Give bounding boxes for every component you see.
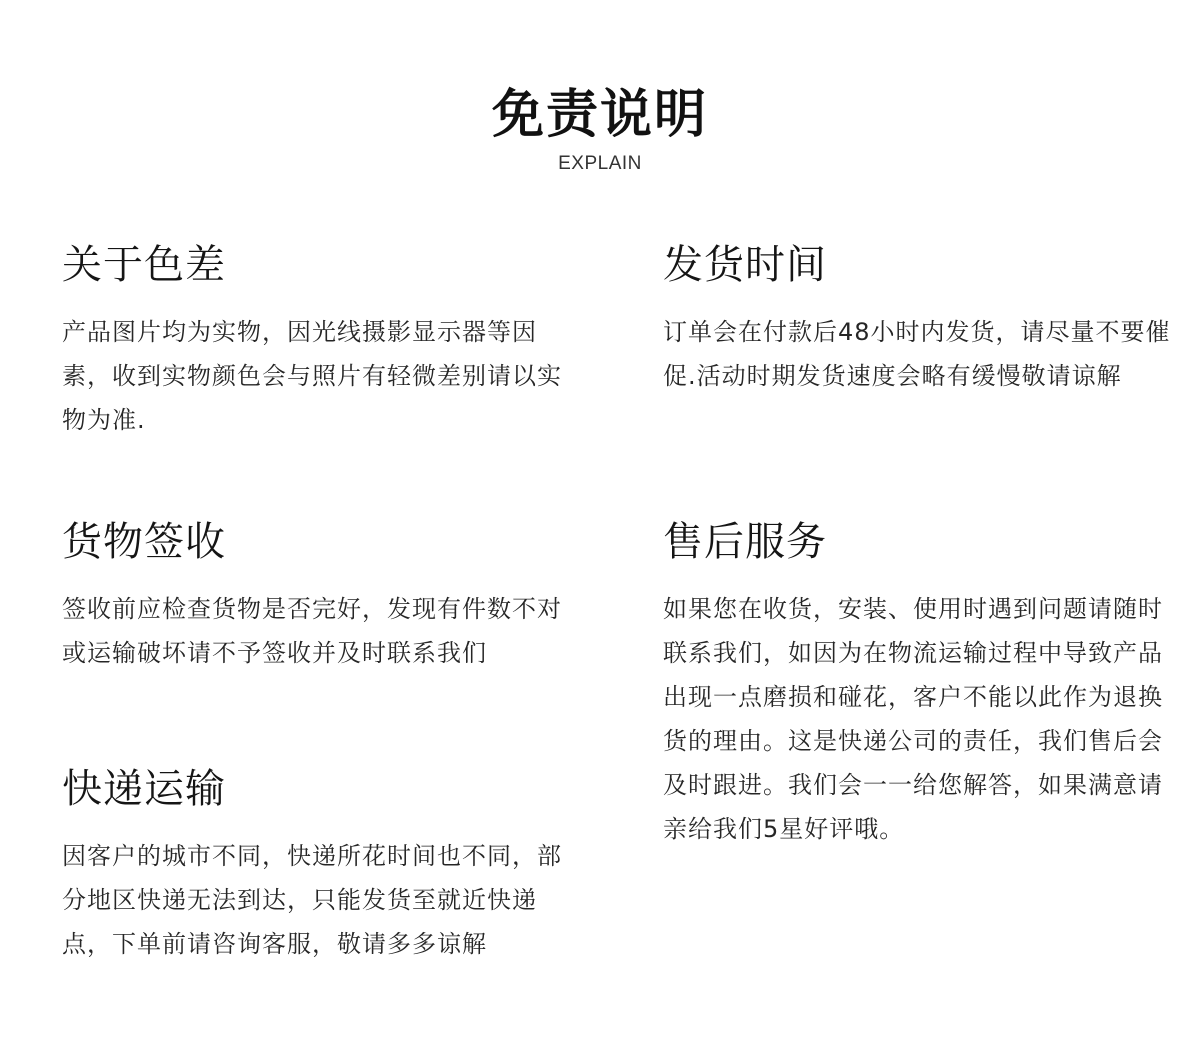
section-title-color-difference: 关于色差 — [62, 242, 226, 288]
section-body-express-delivery: 因客户的城市不同，快递所花时间也不同，部分地区快递无法到达，只能发货至就近快递点，下单前请咨询客服，敬请多多谅解 — [62, 842, 562, 958]
section-title-express-delivery: 快递运输 — [62, 766, 226, 812]
page-title: 免责说明 — [491, 85, 708, 145]
section-color-difference — [62, 240, 562, 442]
section-body-color-difference: 产品图片均为实物，因光线摄影显示器等因素，收到实物颜色会与照片有轻微差别请以实物为准. — [62, 318, 562, 434]
section-shipping-time — [663, 240, 1173, 398]
page-subtitle: EXPLAIN — [558, 153, 642, 174]
section-title-shipping-time: 发货时间 — [663, 242, 827, 288]
section-title-after-sales: 售后服务 — [663, 519, 827, 565]
section-express-delivery — [62, 764, 562, 966]
section-body-after-sales: 如果您在收货，安装、使用时遇到问题请随时联系我们，如因为在物流运输过程中导致产品出现一点磨损和碰花，客户不能以此作为退换货的理由。这是快递公司的责任，我们售后会及时跟进。我们会一一给您解答，如果满意请亲给我们5星好评哦。 — [663, 595, 1163, 843]
section-body-shipping-time: 订单会在付款后48小时内发货，请尽量不要催促.活动时期发货速度会略有缓慢敬请谅解 — [663, 318, 1171, 390]
section-body-goods-receipt: 签收前应检查货物是否完好，发现有件数不对或运输破坏请不予签收并及时联系我们 — [62, 595, 562, 667]
section-after-sales — [663, 517, 1173, 851]
section-title-goods-receipt: 货物签收 — [62, 519, 226, 565]
section-goods-receipt — [62, 517, 562, 675]
page-header — [0, 82, 1200, 176]
